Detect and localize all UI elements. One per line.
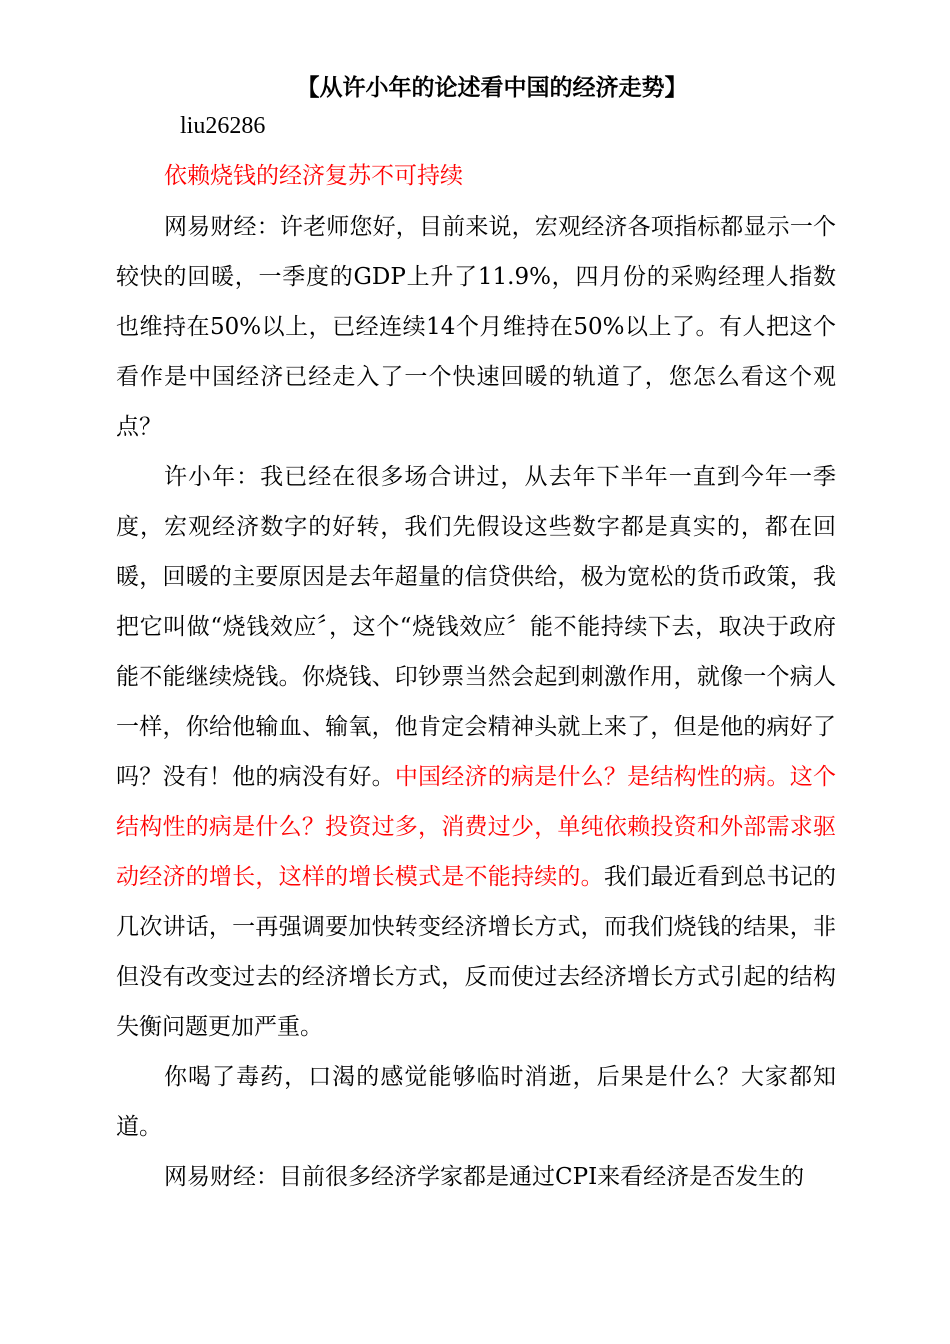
paragraph-answer-2 xyxy=(116,1052,836,1152)
paragraph-text: 网易财经：目前很多经济学家都是通过CPI来看经济是否发生的 xyxy=(164,1164,805,1190)
document-title: 【从许小年的论述看中国的经济走势】 xyxy=(296,75,688,101)
paragraph-text: 我们最近看到总书记的几次讲话，一再强调要加快转变经济增长方式，而我们烧钱的结果，非但没有改变过去的经济增长方式，反而使过去经济增长方式引起的结构失衡问题更加严重。 xyxy=(116,864,837,1040)
section-subheading: 依赖烧钱的经济复苏不可持续 xyxy=(164,163,463,189)
paragraph-text: 许小年：我已经在很多场合讲过，从去年下半年一直到今年一季度，宏观经济数字的好转，我们先假设这些数字都是真实的，都在回暖，回暖的主要原因是去年超量的信贷供给，极为宽松的货币政策，我把它叫做“烧钱效应〞，这个“烧钱效应〞能不能持续下去，取决于政府能不能继续烧钱。你烧钱、印钞票当然会起到刺激作用，就像一个病人一样，你给他输血、输氧，他肯定会精神头就上来了，但是他的病好了吗？没有！他的病没有好。 xyxy=(116,464,836,790)
document-body xyxy=(116,202,836,1202)
paragraph-question-1 xyxy=(116,202,836,452)
paragraph-answer-1 xyxy=(116,452,836,1052)
paragraph-text: 网易财经：许老师您好，目前来说，宏观经济各项指标都显示一个较快的回暖，一季度的GDP上升了11.9%，四月份的采购经理人指数也维持在50%以上，已经连续14个月维持在50%以上了。有人把这个看作是中国经济已经走入了一个快速回暖的轨道了，您怎么看这个观点？ xyxy=(116,214,836,440)
paragraph-text: 你喝了毒药，口渴的感觉能够临时消逝，后果是什么？大家都知道。 xyxy=(116,1064,836,1140)
paragraph-question-2 xyxy=(116,1152,836,1202)
author-name: liu26286 xyxy=(180,113,266,139)
highlighted-text: 中国经济的病是什么？是结构性的病。这个结构性的病是什么？投资过多，消费过少，单纯依赖投资和外部需求驱动经济的增长，这样的增长模式是不能持续的。 xyxy=(116,764,837,890)
